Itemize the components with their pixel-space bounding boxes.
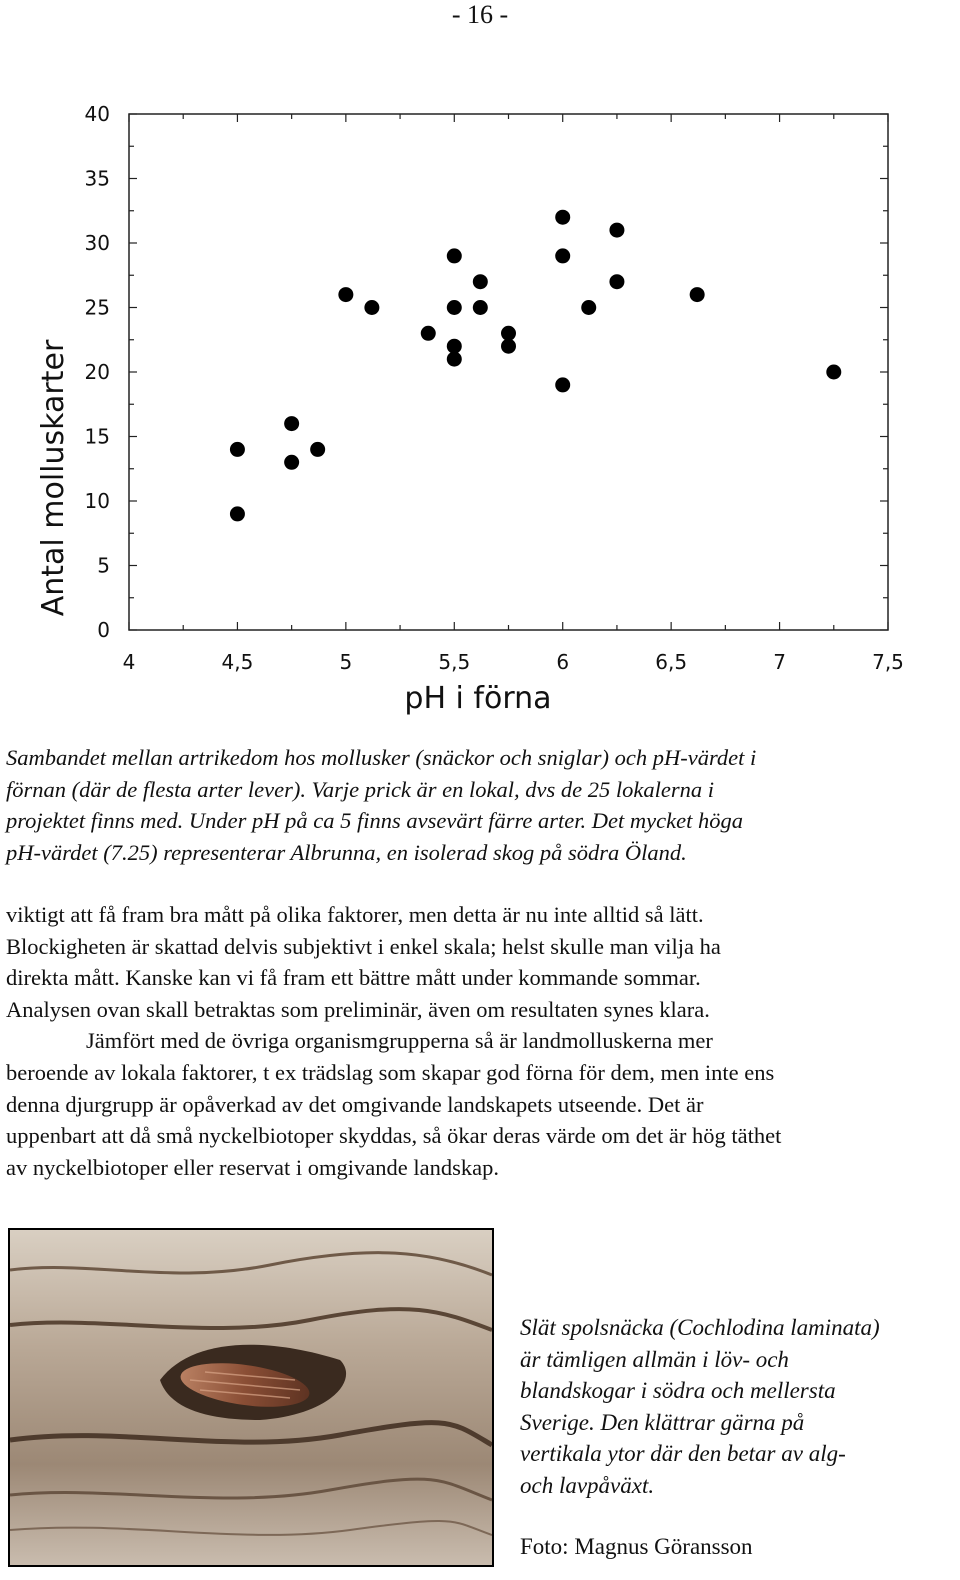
photo-caption-line: och lavpåväxt. (520, 1472, 655, 1498)
y-axis-label: Antal molluskarter (36, 339, 71, 617)
photo-credit: Foto: Magnus Göransson (520, 1534, 753, 1559)
data-point (230, 442, 245, 457)
caption-line: pH-värdet (7.25) representerar Albrunna, en isolerad skog på södra Öland. (6, 839, 687, 865)
x-tick-label: 7,5 (872, 650, 904, 674)
data-point (447, 352, 462, 367)
data-point (421, 326, 436, 341)
body-text (6, 899, 956, 1183)
body-line: denna djurgrupp är opåverkad av det omgivande landskapets utseende. Det är (6, 1091, 704, 1117)
data-point (501, 326, 516, 341)
body-line: viktigt att få fram bra mått på olika faktorer, men detta är nu inte alltid så lätt. (6, 902, 704, 927)
data-point (555, 377, 570, 392)
data-point (473, 300, 488, 315)
x-tick-label: 6 (556, 650, 570, 674)
data-point (581, 300, 596, 315)
caption-line: Sambandet mellan artrikedom hos mollusker (snäckor och sniglar) och pH-värdet i (6, 745, 757, 770)
data-point (310, 442, 325, 457)
data-point (447, 248, 462, 263)
photo-caption-line: är tämligen allmän i löv- och (520, 1346, 789, 1372)
body-line: Blockigheten är skattad delvis subjektivt i enkel skala; helst skulle man vilja ha (6, 933, 721, 959)
body-line: beroende av lokala faktorer, t ex trädslag som skapar god förna för dem, men inte ens (6, 1059, 775, 1085)
body-line: av nyckelbiotoper eller reservat i omgivande landskap. (6, 1154, 499, 1180)
data-point (473, 274, 488, 289)
scatter-chart (0, 80, 960, 720)
chart-tick-labels (85, 102, 904, 674)
data-point (284, 416, 299, 431)
data-point (338, 287, 353, 302)
data-point (690, 287, 705, 302)
x-tick-label: 7 (773, 650, 786, 674)
data-point (501, 339, 516, 354)
snail-on-bark-image (10, 1230, 492, 1565)
data-point (447, 300, 462, 315)
x-tick-label: 6,5 (655, 650, 688, 674)
body-line: Jämfört med de övriga organismgrupperna så är landmolluskerna mer (86, 1028, 713, 1054)
data-point (364, 300, 379, 315)
y-tick-label: 20 (84, 360, 110, 384)
data-point (555, 248, 570, 263)
y-tick-label: 10 (84, 489, 110, 513)
chart-ticks (129, 114, 888, 630)
caption-line: förnan (där de flesta arter lever). Varje prick är en lokal, dvs de 25 lokalerna i (6, 776, 714, 802)
body-line: Analysen ovan skall betraktas som preliminär, även om resultaten synes klara. (6, 996, 710, 1022)
chart-axes (129, 114, 888, 630)
y-tick-label: 25 (84, 295, 110, 320)
data-point (284, 455, 299, 470)
x-tick-label: 4,5 (221, 650, 254, 674)
chart-points (230, 210, 841, 522)
y-tick-label: 15 (84, 424, 110, 449)
figure-caption (6, 742, 951, 868)
y-tick-label: 30 (84, 231, 110, 255)
body-line: uppenbart att då små nyckelbiotoper skyddas, så ökar deras värde om det är hög täthet (6, 1123, 782, 1149)
data-point (826, 365, 841, 380)
x-tick-label: 5,5 (438, 650, 471, 674)
photo-caption-line: Sverige. Den klättrar gärna på (520, 1409, 805, 1435)
body-line: direkta mått. Kanske kan vi få fram ett bättre mått under kommande sommar. (6, 965, 701, 991)
snail-photo (8, 1228, 494, 1567)
data-point (230, 506, 245, 521)
data-point (609, 223, 624, 238)
photo-caption-line: blandskogar i södra och mellersta (520, 1378, 836, 1403)
data-point (447, 339, 462, 354)
y-tick-label: 5 (97, 553, 110, 578)
x-tick-label: 4 (122, 650, 136, 674)
data-point (609, 274, 624, 289)
caption-line: projektet finns med. Under pH på ca 5 finns avsevärt färre arter. Det mycket höga (6, 808, 743, 833)
photo-caption-line: Slät spolsnäcka (Cochlodina laminata) (520, 1315, 880, 1340)
photo-caption (520, 1312, 960, 1501)
y-tick-label: 35 (84, 166, 110, 191)
photo-caption-line: vertikala ytor där den betar av alg- (520, 1441, 846, 1466)
y-tick-label: 40 (84, 102, 110, 126)
plot-frame (129, 114, 888, 630)
x-axis-label: pH i förna (404, 681, 552, 716)
data-point (555, 210, 570, 225)
x-tick-label: 5 (339, 650, 353, 674)
y-tick-label: 0 (97, 618, 110, 642)
page-number: - 16 - (451, 0, 509, 29)
